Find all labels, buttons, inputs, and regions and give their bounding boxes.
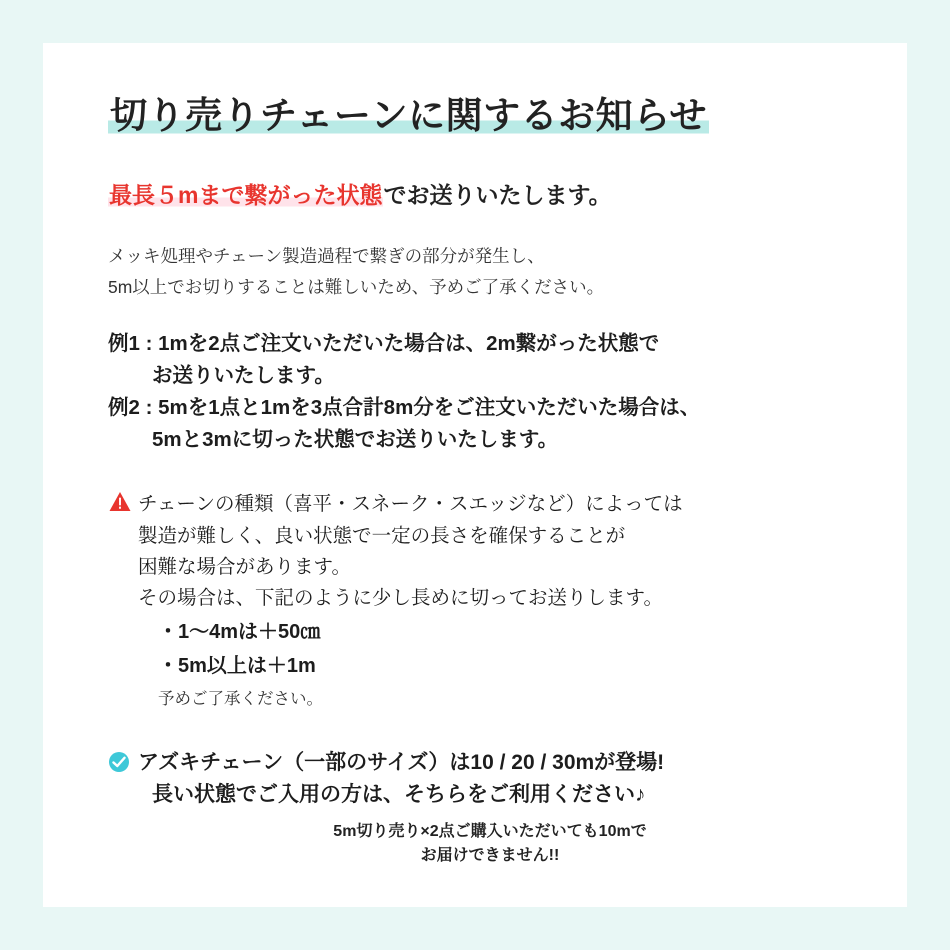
example-1-line-1: 例1 : 1mを2点ご注文いただいた場合は、2m繋がった状態で [108, 332, 660, 356]
lead-highlight: 最長５mまで繋がった状態 [109, 181, 383, 208]
note-paragraph [108, 241, 867, 302]
warning-closing: 予めご了承ください。 [158, 690, 323, 709]
note-line-2: 5m以上でお切りすることは難しいため、予めご了承ください。 [108, 276, 605, 297]
page-title: 切り売りチェーンに関するお知らせ [110, 95, 708, 136]
final-block [108, 747, 867, 868]
example-2-line-1: 例2 : 5mを1点と1mを3点合計8m分をご注文いただいた場合は、 [108, 395, 701, 419]
examples-block [108, 328, 867, 455]
page-title-wrap [108, 91, 867, 141]
footer-note-line-1: 5m切り売り×2点ご購入いただいても10mで [333, 822, 647, 840]
lead-rest: でお送りいたします。 [383, 181, 612, 208]
warning-line-4: その場合は、下記のように少し長めに切ってお送りします。 [138, 587, 663, 609]
warning-line-1: チェーンの種類（喜平・スネーク・スエッジなど）によっては [138, 493, 683, 516]
footer-note-line-2: お届けできません!! [420, 846, 560, 864]
warning-bullet-2: ・5m以上は＋1m [158, 655, 316, 678]
notice-content [43, 43, 907, 907]
warning-block [108, 489, 867, 712]
warning-triangle-icon [108, 491, 132, 512]
footer-note [138, 820, 867, 868]
final-line-1: アズキチェーン（一部のサイズ）は10 / 20 / 30mが登場! [138, 750, 665, 774]
example-1-line-2: お送りいたします。 [152, 364, 335, 388]
note-line-1: メッキ処理やチェーン製造過程で繋ぎの部分が発生し、 [108, 246, 545, 267]
example-2-line-2: 5mと3mに切った状態でお送りいたします。 [152, 427, 559, 451]
lead-statement [108, 179, 867, 211]
warning-line-2: 製造が難しく、良い状態で一定の長さを確保することが [138, 524, 626, 547]
warning-bullet-1: ・1〜4mは＋50㎝ [158, 621, 321, 644]
notice-card [43, 43, 907, 907]
warning-line-3: 困難な場合があります。 [138, 555, 351, 578]
check-circle-icon [108, 751, 130, 773]
final-line-2: 長い状態でご入用の方は、そちらをご利用ください♪ [152, 783, 646, 807]
